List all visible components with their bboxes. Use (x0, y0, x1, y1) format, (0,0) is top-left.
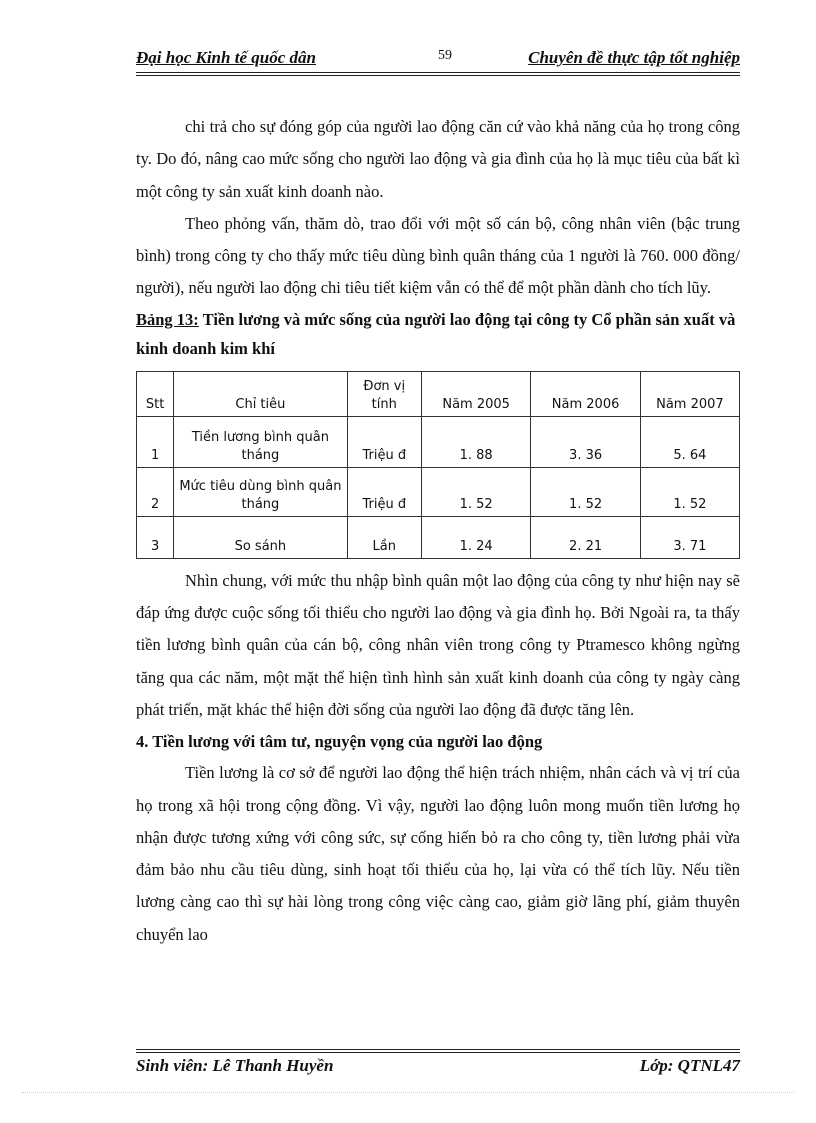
salary-table (136, 371, 740, 559)
table-cell: Lần (347, 516, 421, 558)
header-cell: Năm 2005 (421, 371, 530, 416)
table-cell: Triệu đ (347, 416, 421, 467)
page-edge (22, 1092, 794, 1093)
table-caption-text: Tiền lương và mức sống của người lao động tại công ty Cổ phần sản xuất và kinh doanh kim khí (136, 309, 736, 358)
table-cell: 2. 21 (531, 516, 640, 558)
table-cell: 1 (137, 416, 174, 467)
header-rule (136, 72, 740, 76)
header-cell: Stt (137, 371, 174, 416)
table-cell: 1. 24 (421, 516, 530, 558)
header-document-title: Chuyên đề thực tập tốt nghiệp (528, 48, 740, 67)
table-cell: Mức tiêu dùng bình quân tháng (174, 467, 347, 516)
table-cell: 3 (137, 516, 174, 558)
paragraph-4: Tiền lương là cơ sở để người lao động thể hiện trách nhiệm, nhân cách và vị trí của họ trong xã hội trong cộng đồng. Vì vậy, người lao động luôn mong muốn tiền lương họ nhận được tương xứng với công sức, sự cống hiến bỏ ra cho công ty, tiền lương phải vừa đảm bảo nhu cầu tiêu dùng, sinh hoạt tối thiểu của họ, lại vừa có thể tích lũy. Nếu tiền lương càng cao thì sự hài lòng trong công việc càng cao, giảm giờ lãng phí, giảm thuyên chuyển lao (136, 763, 740, 944)
header-cell: Năm 2007 (640, 371, 739, 416)
header-cell: Năm 2006 (531, 371, 640, 416)
table-cell: 3. 36 (531, 416, 640, 467)
table-cell: 5. 64 (640, 416, 739, 467)
footer-rule (136, 1049, 740, 1053)
table-cell: 1. 52 (531, 467, 640, 516)
footer-student: Sinh viên: Lê Thanh Huyền (136, 1056, 334, 1075)
paragraph-1: chi trả cho sự đóng góp của người lao động căn cứ vào khả năng của họ trong công ty. Do đó, nâng cao mức sống cho người lao động và gia đình của họ là mục tiêu của bất kì một công ty sản xuất kinh doanh nào. (136, 117, 740, 201)
table-cell: 1. 88 (421, 416, 530, 467)
paragraph-3: Nhìn chung, với mức thu nhập bình quân một lao động của công ty như hiện nay sẽ đáp ứng được cuộc sống tối thiểu cho người lao động và gia đình họ. Bởi Ngoài ra, ta thấy tiền lương bình quân của cán bộ, công nhân viên trong công ty Ptramesco không ngừng tăng qua các năm, một mặt thể hiện tình hình sản xuất kinh doanh của công ty ngày càng phát triển, mặt khác thể hiện đời sống của người lao động đã được tăng lên. (136, 570, 740, 719)
page-number: 59 (438, 48, 452, 63)
page-body (136, 111, 740, 951)
page-header (136, 48, 740, 70)
header-cell: Chỉ tiêu (174, 371, 347, 416)
table-cell: 1. 52 (421, 467, 530, 516)
header-university: Đại học Kinh tế quốc dân (136, 48, 316, 67)
footer-class: Lớp: QTNL47 (639, 1056, 740, 1075)
paragraph-2: Theo phỏng vấn, thăm dò, trao đổi với một số cán bộ, công nhân viên (bậc trung bình) trong công ty cho thấy mức tiêu dùng bình quân tháng của 1 người là 760. 000 đồng/ người), nếu người lao động chi tiêu tiết kiệm vẫn có thể để một phần dành cho tích lũy. (136, 213, 740, 298)
table-cell: 1. 52 (640, 467, 739, 516)
table-row (137, 516, 740, 558)
table-caption (136, 305, 740, 363)
table-header-row (137, 371, 740, 416)
table-row (137, 467, 740, 516)
table-cell: Tiền lương bình quân tháng (174, 416, 347, 467)
section-heading: 4. Tiền lương với tâm tư, nguyện vọng của người lao động (136, 732, 543, 752)
header-cell: Đơn vị tính (347, 371, 421, 416)
table-cell: So sánh (174, 516, 347, 558)
table-caption-label: Bảng 13: (136, 309, 199, 329)
table-cell: 2 (137, 467, 174, 516)
table-row (137, 416, 740, 467)
table-cell: 3. 71 (640, 516, 739, 558)
table-cell: Triệu đ (347, 467, 421, 516)
page-footer (136, 1056, 740, 1078)
